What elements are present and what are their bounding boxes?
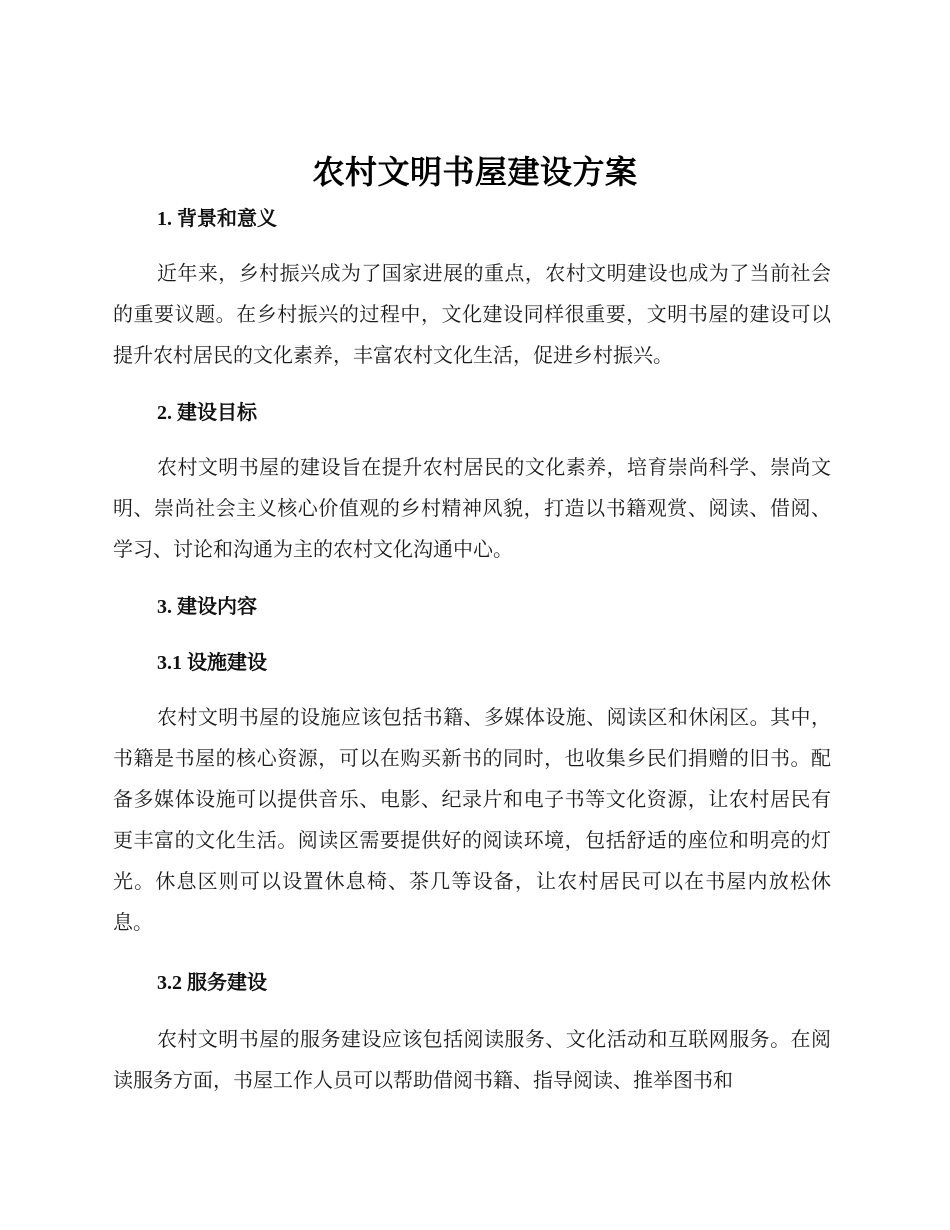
section-heading-goals: 2. 建设目标: [157, 402, 257, 424]
section-heading-background: 1. 背景和意义: [157, 208, 277, 230]
section-paragraph-facilities: 农村文明书屋的设施应该包括书籍、多媒体设施、阅读区和休闲区。其中，书籍是书屋的核心资源，可以在购买新书的同时，也收集乡民们捐赠的旧书。配备多媒体设施可以提供音乐、电影、纪录片和电子书等文化资源，让农村居民有更丰富的文化生活。阅读区需要提供好的阅读环境，包括舒适的座位和明亮的灯光。休息区则可以设置休息椅、茶几等设备，让农村居民可以在书屋内放松休息。: [113, 705, 831, 934]
document-title: 农村文明书屋建设方案: [312, 153, 638, 191]
section-heading-facilities: 3.1 设施建设: [157, 652, 267, 674]
section-paragraph-goals: 农村文明书屋的建设旨在提升农村居民的文化素养，培育崇尚科学、崇尚文明、崇尚社会主义核心价值观的乡村精神风貌，打造以书籍观赏、阅读、借阅、学习、讨论和沟通为主的农村文化沟通中心。: [113, 455, 831, 561]
section-heading-services: 3.2 服务建设: [157, 972, 267, 994]
section-paragraph-background: 近年来，乡村振兴成为了国家进展的重点，农村文明建设也成为了当前社会的重要议题。在乡村振兴的过程中，文化建设同样很重要，文明书屋的建设可以提升农村居民的文化素养，丰富农村文化生活，促进乡村振兴。: [113, 261, 831, 367]
section-heading-content: 3. 建设内容: [157, 596, 257, 618]
section-paragraph-services: 农村文明书屋的服务建设应该包括阅读服务、文化活动和互联网服务。在阅读服务方面，书屋工作人员可以帮助借阅书籍、指导阅读、推举图书和: [113, 1027, 831, 1092]
